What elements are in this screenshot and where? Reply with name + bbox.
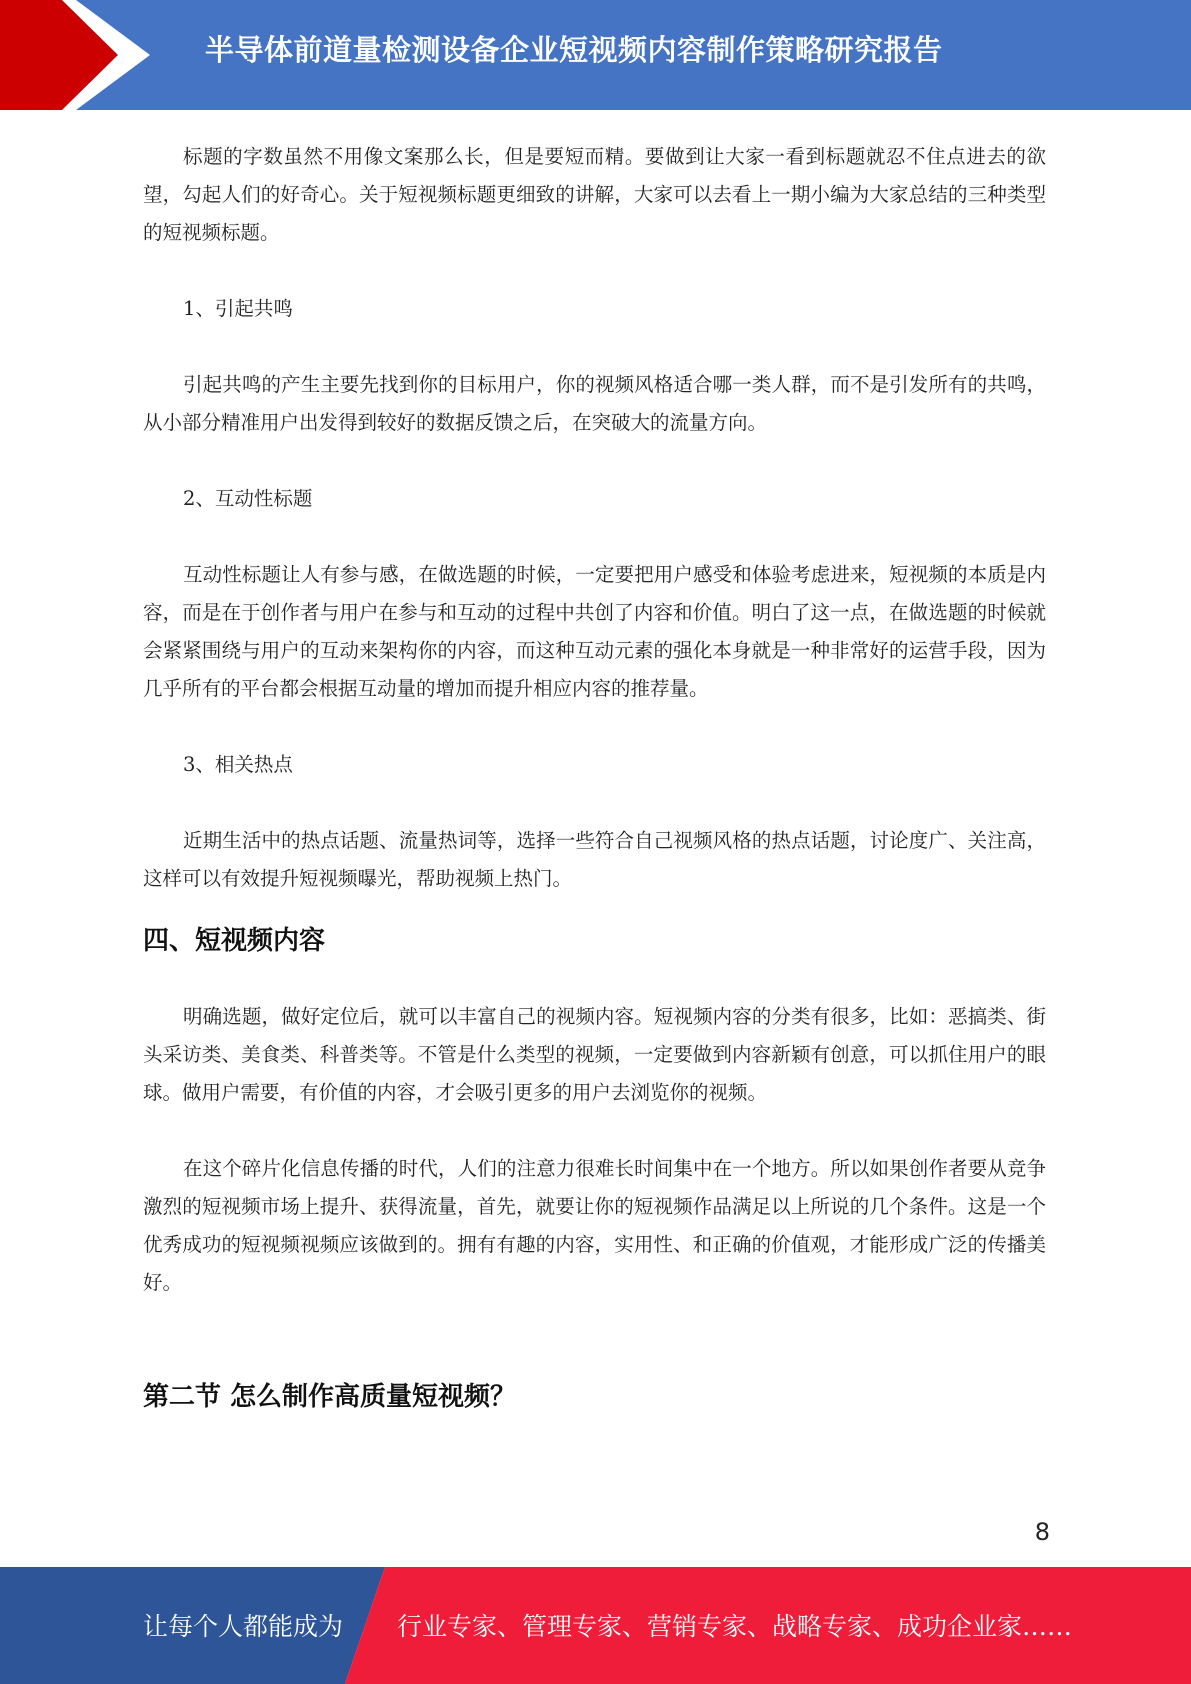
page-number: 8	[1034, 1518, 1050, 1546]
section2-heading: 第二节 怎么制作高质量短视频？	[143, 1382, 517, 1412]
section4-heading: 四、短视频内容	[143, 926, 326, 956]
section4-paragraph-1: 明确选题，做好定位后，就可以丰富自己的视频内容。短视频内容的分类有很多，比如：恶搞类、街头采访类、美食类、科普类等。不管是什么类型的视频，一定要做到内容新颖有创意，可以抓住用户的眼球。做用户需要，有价值的内容，才会吸引更多的用户去浏览你的视频。	[143, 1005, 1046, 1104]
item1-title: 1、引起共鸣	[183, 297, 293, 320]
footer-slogan-right: 行业专家、管理专家、营销专家、战略专家、成功企业家……	[397, 1612, 1073, 1641]
page-footer	[0, 1567, 1191, 1684]
item3-title: 3、相关热点	[183, 753, 293, 776]
item2-paragraph: 互动性标题让人有参与感，在做选题的时候，一定要把用户感受和体验考虑进来，短视频的本质是内容，而是在于创作者与用户在参与和互动的过程中共创了内容和价值。明白了这一点，在做选题的时候就会紧紧围绕与用户的互动来架构你的内容，而这种互动元素的强化本身就是一种非常好的运营手段，因为几乎所有的平台都会根据互动量的增加而提升相应内容的推荐量。	[143, 563, 1046, 700]
section4-paragraph-2: 在这个碎片化信息传播的时代，人们的注意力很难长时间集中在一个地方。所以如果创作者要从竞争激烈的短视频市场上提升、获得流量，首先，就要让你的短视频作品满足以上所说的几个条件。这是一个优秀成功的短视频视频应该做到的。拥有有趣的内容，实用性、和正确的价值观，才能形成广泛的传播美好。	[143, 1157, 1046, 1294]
item2-title: 2、互动性标题	[183, 487, 313, 510]
document-body	[143, 138, 1046, 1416]
item1-paragraph: 引起共鸣的产生主要先找到你的目标用户，你的视频风格适合哪一类人群，而不是引发所有的共鸣，从小部分精准用户出发得到较好的数据反馈之后，在突破大的流量方向。	[143, 373, 1046, 434]
page-header	[0, 0, 1191, 110]
item3-paragraph: 近期生活中的热点话题、流量热词等，选择一些符合自己视频风格的热点话题，讨论度广、关注高，这样可以有效提升短视频曝光，帮助视频上热门。	[143, 829, 1046, 890]
footer-slogan-left: 让每个人都能成为	[143, 1612, 344, 1641]
report-title: 半导体前道量检测设备企业短视频内容制作策略研究报告	[205, 33, 943, 67]
intro-paragraph: 标题的字数虽然不用像文案那么长，但是要短而精。要做到让大家一看到标题就忍不住点进去的欲望，勾起人们的好奇心。关于短视频标题更细致的讲解，大家可以去看上一期小编为大家总结的三种类型的短视频标题。	[143, 145, 1046, 244]
